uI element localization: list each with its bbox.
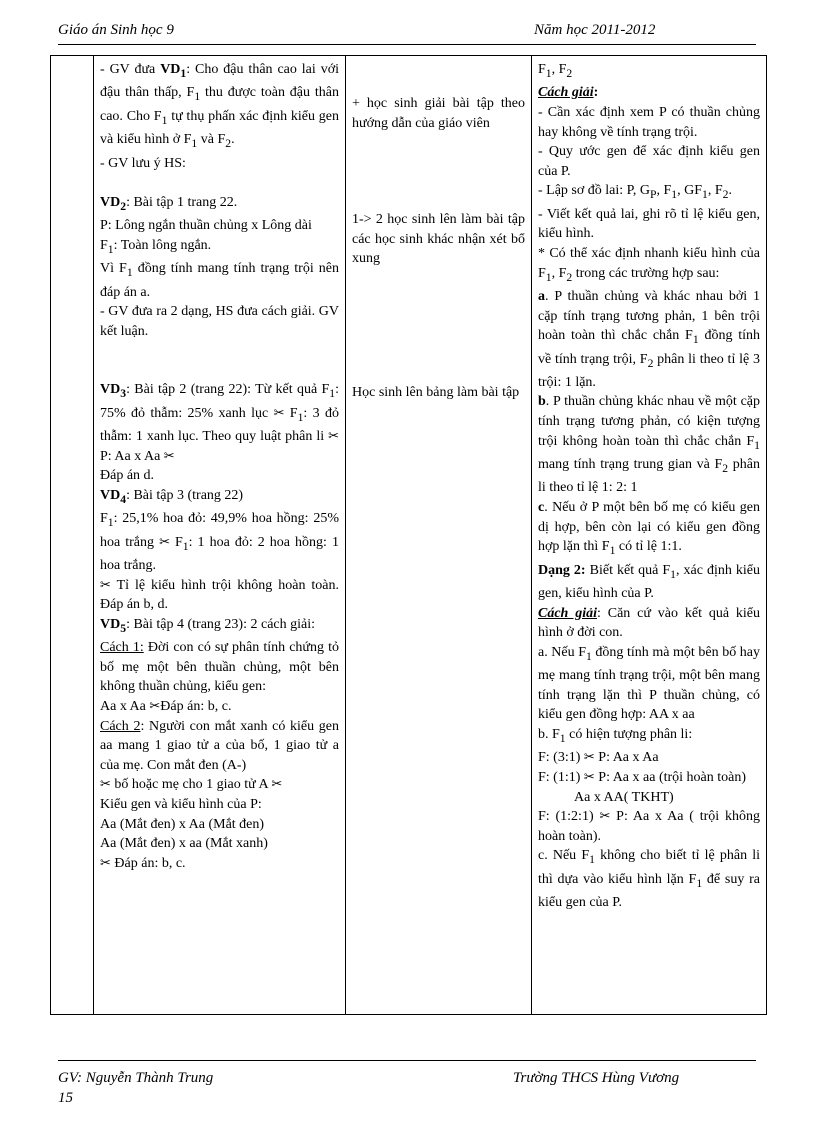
vd5-paragraph: $VD_5$: Bài tập 4 (trang 23): 2 cách giải: (100, 616, 316, 635)
note-b-tkht: Aa x AA( TKHT) (574, 789, 674, 805)
scissors-icon: ✂ (583, 750, 595, 766)
case-a: a. P thuần chủng và khác nhau bởi 1 cặp tính trạng tương phản, 1 bên trội hoàn toàn thì chắc chắn $F_1$ đồng tính về tính trạng trội, $F_2$ phân li theo tỉ lệ 3 trội: 1 lặn. (538, 288, 761, 390)
scissors-icon: ✂ (159, 534, 170, 550)
vd2-cross: P: Lông ngắn thuần chủng x Lông dài (100, 218, 312, 234)
vd1-paragraph: - GV đưa $VD_1$: Cho đậu thân cao lai với đậu thân thấp, $F_1$ thu được toàn đậu thân cao. Cho $F_1$ tự thụ phấn xác định kiểu gen và kiểu hình ở $F_1$ và $F_2$. (100, 62, 339, 150)
content-top: $F_1$, $F_2$ (538, 62, 573, 80)
step-2: - Quy ước gen để xác định kiểu gen của P. (538, 144, 760, 179)
vd4-paragraph: $VD_4$: Bài tập 3 (trang 22) (100, 487, 244, 506)
method-2-line2: Aa (Mắt đen) x aa (Mắt xanh) (100, 836, 268, 852)
scissors-icon: ✂ (100, 777, 111, 793)
step-4: - Viết kết quả lai, ghi rõ tỉ lệ kiểu gen, kiểu hình. (538, 206, 760, 242)
method-1: Cách 1: Đời con có sự phân tính chứng tỏ bố mẹ một bên thuần chủng, một bên không thuần chủng, kiểu gen: (100, 640, 339, 695)
method-1-cross: Aa x Aa ✂Đáp án: b, c. (100, 698, 232, 714)
type-2: Dạng 2: Biết kết quả $F_1$, xác định kiểu gen, kiểu hình của P. (538, 562, 760, 602)
footer-teacher: GV: Nguyễn Thành Trung (58, 1070, 214, 1086)
scissors-icon: ✂ (100, 577, 111, 593)
vd3-answer: Đáp án d. (100, 468, 155, 484)
step-1: - Cần xác định xem P có thuần chủng hay không về tính trạng trội. (538, 104, 760, 140)
vd2-f1: $F_1$: Toàn lông ngắn. (100, 237, 212, 256)
note-a: a. Nếu $F_1$ đồng tính mà một bên bố hay mẹ mang tính trạng trội, một bên mang tính trạng lặn thì P thuần chủng, có kiểu gen đồng hợp: AA x aa (538, 644, 761, 723)
table-cell-empty (51, 56, 94, 1015)
footer-school: Trường THCS Hùng Vương (513, 1070, 680, 1086)
scissors-icon: ✂ (273, 405, 285, 421)
step-5: * Có thể xác định nhanh kiểu hình của $F_1$, $F_2$ trong các trường hợp sau: (538, 245, 760, 284)
student-activity-column (346, 56, 532, 1015)
step-3: - Lập sơ đồ lai: P, $G_P$, $F_1$, $GF_1$, $F_2$. (538, 183, 732, 202)
scissors-icon: ✂ (163, 448, 175, 464)
header-subject: Giáo án Sinh học 9 (58, 22, 174, 38)
scissors-icon: ✂ (599, 809, 611, 825)
page-header (58, 20, 756, 45)
scissors-icon: ✂ (100, 855, 111, 871)
vd3-paragraph: $VD_3$: Bài tập 2 (trang 22): Từ kết quả $F_1$: 75% đỏ thẫm: 25% xanh lục ✂ $F_1$: 3 đỏ thẫm: 1 xanh lục. Theo quy luật phân li ✂ P: Aa x Aa ✂ (100, 382, 339, 464)
method-2-line1: Aa (Mắt đen) x Aa (Mắt đen) (100, 816, 265, 832)
note-b-11: F: (1:1) ✂ P: Aa x aa (trội hoàn toàn) (538, 769, 747, 785)
case-c: c. Nếu ở P một bên bố mẹ có kiểu gen dị hợp, bên còn lại có kiểu gen đồng hợp lặn thì $F_1$ có tỉ lệ 1:1. (538, 500, 760, 558)
vd2-gv: - GV đưa ra 2 dạng, HS đưa cách giải. GV kết luận. (100, 304, 339, 339)
scissors-icon: ✂ (149, 698, 161, 714)
vd2-reason: Vì $F_1$ đồng tính mang tính trạng trội nên đáp án a. (100, 261, 339, 300)
teacher-note: - GV lưu ý HS: (100, 155, 186, 171)
solution-2: Cách giải: Căn cứ vào kết quả kiểu hình ở đời con. (538, 605, 760, 641)
table-row (51, 56, 767, 1015)
method-2-kg: Kiểu gen và kiểu hình của P: (100, 796, 262, 812)
method-2: Cách 2: Người con mắt xanh có kiểu gen aa mang 1 giao tử a của bố, 1 giao tử a của mẹ. Con mắt đen (A-) ✂ bố hoặc mẹ cho 1 giao tử A ✂ (100, 718, 340, 793)
note-b-31: F: (3:1) ✂ P: Aa x Aa (538, 750, 659, 766)
note-c: c. Nếu $F_1$ không cho biết tỉ lệ phân li thì dựa vào kiểu hình lặn $F_1$ để suy ra kiểu gen của P. (538, 848, 760, 911)
note-b-121: F: (1:2:1) ✂ P: Aa x Aa ( trội không hoàn toàn). (538, 809, 760, 844)
vd4-ratio: ✂ Tỉ lệ kiểu hình trội không hoàn toàn. Đáp án b, d. (100, 577, 339, 613)
vd2-paragraph: $VD_2$: Bài tập 1 trang 22. (100, 194, 238, 213)
content-column (532, 56, 767, 1015)
teacher-activity-column (94, 56, 346, 1015)
solution-heading: Cách giải: (538, 85, 599, 101)
student-activity-3: Học sinh lên bảng làm bài tập (352, 384, 520, 400)
note-b: b. $F_1$ có hiện tượng phân li: (538, 726, 693, 745)
student-activity-1: + học sinh giải bài tập theo hướng dẫn của giáo viên (352, 96, 525, 131)
scissors-icon: ✂ (328, 429, 339, 445)
page-number: 15 (58, 1090, 73, 1106)
scissors-icon: ✂ (583, 769, 595, 785)
lesson-table (50, 55, 767, 1015)
method-2-answer: ✂ Đáp án: b, c. (100, 855, 186, 871)
vd4-f1: $F_1$: 25,1% hoa đỏ: 49,9% hoa hồng: 25% hoa trắng ✂ $F_1$: 1 hoa đỏ: 2 hoa hồng: 1 hoa trắng. (100, 511, 339, 574)
scissors-icon: ✂ (271, 777, 283, 793)
case-b: b. P thuần chủng khác nhau về một cặp tính trạng tương phản, có kiện tượng trội không hoàn toàn thì chắc chắn $F_1$ mang tính trạng trung gian và $F_2$ phân li theo tỉ lệ 1: 2: 1 (538, 394, 761, 496)
student-activity-2: 1-> 2 học sinh lên làm bài tập các học sinh khác nhận xét bổ xung (352, 212, 525, 267)
header-year: Năm học 2011-2012 (534, 22, 656, 38)
page-footer (58, 1060, 756, 1111)
